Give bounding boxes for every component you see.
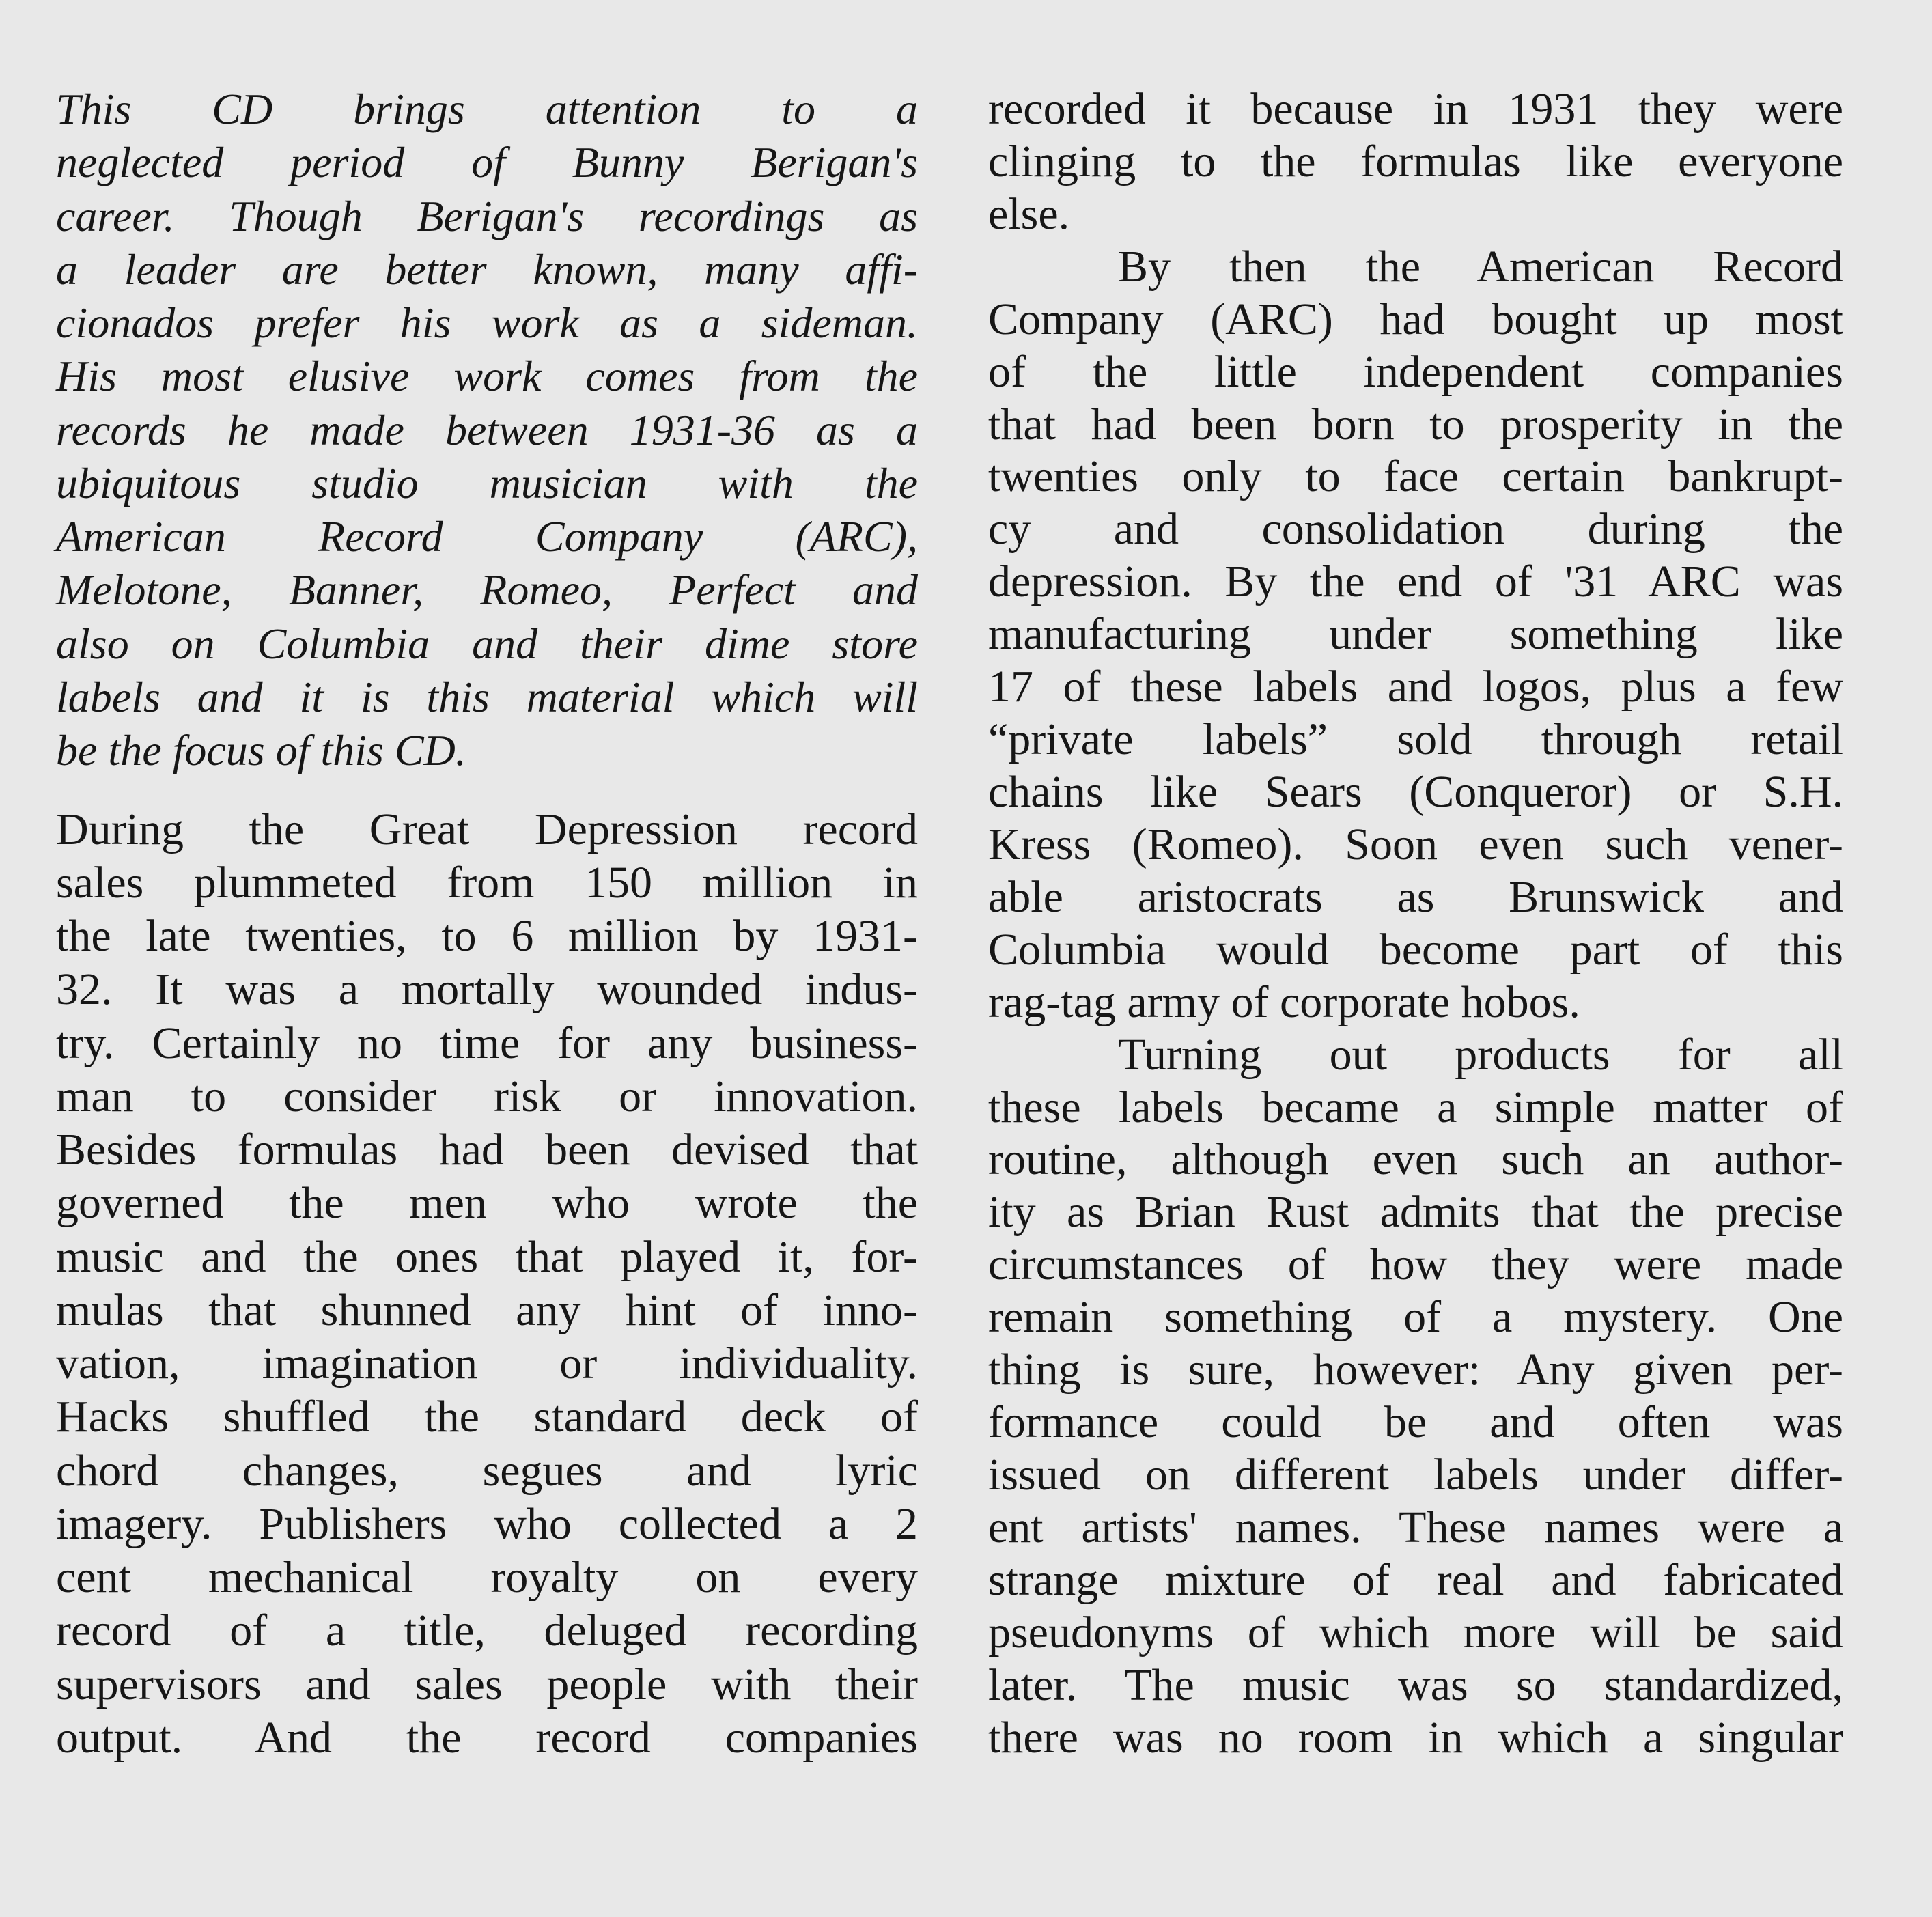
intro-line: be the focus of this CD.	[56, 726, 466, 774]
body-line: sales plummeted from 150 million in	[56, 857, 918, 908]
body-line: strange mixture of real and fabricated	[988, 1554, 1843, 1605]
body-line: twenties only to face certain bankrupt-	[988, 451, 1843, 502]
body-line: supervisors and sales people with their	[56, 1659, 918, 1709]
body-line: ent artists' names. These names were a	[988, 1502, 1843, 1552]
intro-line: His most elusive work comes from the	[56, 352, 918, 401]
body-line: 32. It was a mortally wounded indus-	[56, 964, 918, 1015]
intro-line: cionados prefer his work as a sideman.	[56, 298, 918, 347]
body-line: Hacks shuffled the standard deck of	[56, 1392, 918, 1442]
right-column	[988, 83, 1843, 1763]
intro-line: a leader are better known, many affi-	[56, 244, 918, 294]
body-line: issued on different labels under differ-	[988, 1449, 1843, 1500]
body-line: these labels became a simple matter of	[988, 1082, 1843, 1132]
body-line: cy and consolidation during the	[988, 504, 1843, 555]
body-line: of the little independent companies	[988, 346, 1843, 397]
body-line: Company (ARC) had bought up most	[988, 294, 1843, 344]
body-line: “private labels” sold through retail	[988, 714, 1843, 765]
body-line: Besides formulas had been devised that	[56, 1125, 918, 1175]
body-line: depression. By the end of '31 ARC was	[988, 557, 1843, 607]
intro-line: also on Columbia and their dime store	[56, 619, 918, 668]
body-line: music and the ones that played it, for-	[56, 1231, 918, 1282]
body-line: clinging to the formulas like everyone	[988, 136, 1843, 186]
body-line: later. The music was so standardized,	[988, 1660, 1843, 1710]
body-line: During the Great Depression record	[56, 804, 918, 854]
body-line: try. Certainly no time for any business-	[56, 1018, 918, 1068]
intro-line: This CD brings attention to a	[56, 85, 918, 133]
body-line: vation, imagination or individuality.	[56, 1339, 918, 1388]
body-line: formance could be and often was	[988, 1397, 1843, 1448]
body-line: manufacturing under something like	[988, 609, 1843, 660]
intro-line: neglected period of Bunny Berigan's	[56, 138, 918, 187]
body-line: able aristocrats as Brunswick and	[988, 871, 1843, 922]
body-line: 17 of these labels and logos, plus a few	[988, 662, 1843, 712]
body-line: record of a title, deluged recording	[56, 1606, 918, 1656]
body-line: rag-tag army of corporate hobos.	[988, 977, 1580, 1027]
body-line: recorded it because in 1931 they were	[988, 84, 1843, 134]
body-line: chord changes, segues and lyric	[56, 1445, 918, 1496]
body-line: ity as Brian Rust admits that the precise	[988, 1187, 1843, 1237]
body-line: the late twenties, to 6 million by 1931-	[56, 911, 918, 961]
intro-line: Melotone, Banner, Romeo, Perfect and	[56, 565, 918, 615]
body-line: By then the American Record	[1118, 241, 1843, 292]
intro-line: career. Though Berigan's recordings as	[56, 191, 918, 240]
intro-line: labels and it is this material which will	[56, 672, 918, 721]
body-line: there was no room in which a singular	[988, 1712, 1843, 1763]
body-line: output. And the record companies	[56, 1712, 918, 1763]
body-line: man to consider risk or innovation.	[56, 1071, 918, 1121]
body-line: pseudonyms of which more will be said	[988, 1607, 1843, 1657]
intro-line: American Record Company (ARC),	[56, 512, 918, 561]
body-line: Turning out products for all	[1118, 1029, 1843, 1080]
body-line: Kress (Romeo). Soon even such vener-	[988, 819, 1843, 869]
body-line: governed the men who wrote the	[56, 1178, 918, 1229]
body-line: chains like Sears (Conqueror) or S.H.	[988, 766, 1843, 817]
body-line: remain something of a mystery. One	[988, 1292, 1843, 1343]
body-line: thing is sure, however: Any given per-	[988, 1345, 1843, 1395]
body-line: imagery. Publishers who collected a 2	[56, 1498, 918, 1549]
paragraph-gap	[56, 778, 918, 801]
body-line: else.	[988, 188, 1070, 239]
body-line: Columbia would become part of this	[988, 924, 1843, 975]
intro-line: ubiquitous studio musician with the	[56, 458, 918, 507]
body-line: circumstances of how they were made	[988, 1240, 1843, 1290]
body-line: cent mechanical royalty on every	[56, 1552, 918, 1602]
left-column	[56, 83, 918, 1763]
body-line: routine, although even such an author-	[988, 1134, 1843, 1185]
body-line: that had been born to prosperity in the	[988, 399, 1843, 449]
intro-line: records he made between 1931-36 as a	[56, 405, 918, 454]
body-line: mulas that shunned any hint of inno-	[56, 1285, 918, 1335]
